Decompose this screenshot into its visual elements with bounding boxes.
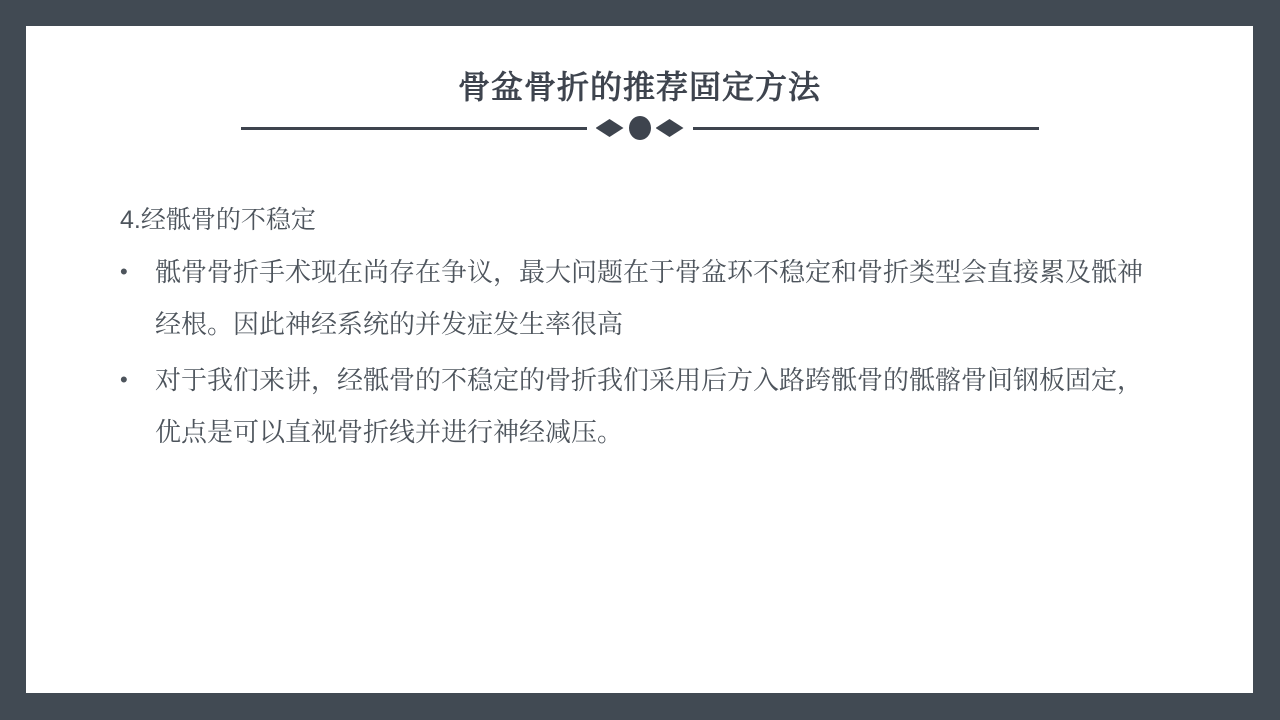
bullet-text-line: 对于我们来讲，经骶骨的不稳定的骨折我们采用后方入路跨骶骨的骶髂骨间钢板固定， — [155, 365, 1144, 395]
diamond-icon — [656, 119, 684, 137]
bullet-icon: • — [120, 259, 128, 284]
bullet-text — [155, 354, 1173, 458]
title-divider — [241, 116, 1039, 140]
bullet-text-line: 经根。因此神经系统的并发症发生率很高 — [155, 309, 624, 339]
slide-canvas — [26, 26, 1253, 693]
divider-line-right — [693, 127, 1039, 130]
slide-title: 骨盆骨折的推荐固定方法 — [457, 69, 821, 105]
bullet-text-line: 优点是可以直视骨折线并进行神经减压。 — [155, 417, 624, 447]
bullet-icon: • — [120, 367, 128, 392]
bullet-text — [155, 246, 1173, 350]
bullet-text-line: 骶骨骨折手术现在尚存在争议，最大问题在于骨盆环不稳定和骨折类型会直接累及骶神 — [155, 257, 1144, 287]
section-heading: 4.经骶骨的不稳定 — [120, 206, 316, 234]
divider-line-left — [241, 127, 587, 130]
circle-icon — [629, 116, 651, 140]
bullet-item — [120, 354, 1173, 458]
diamond-icon — [596, 119, 624, 137]
slide-body — [26, 140, 1253, 458]
bullet-item — [120, 246, 1173, 350]
divider-ornament — [596, 116, 684, 140]
